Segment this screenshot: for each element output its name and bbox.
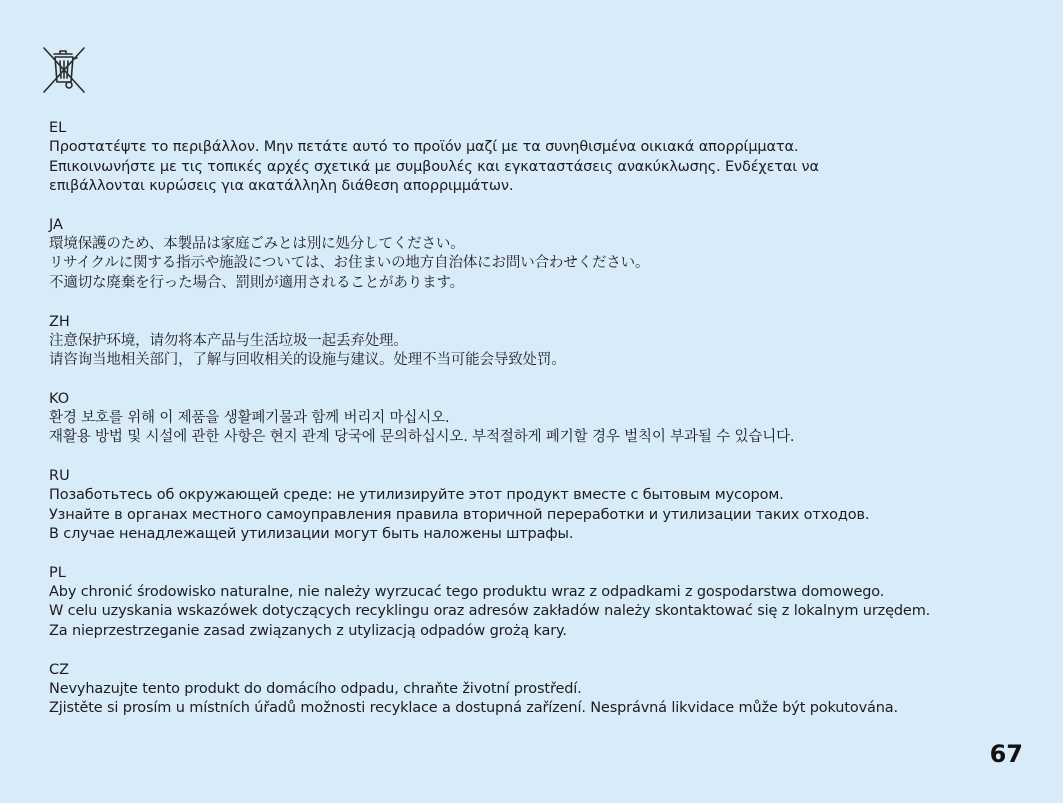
instruction-line: Aby chronić środowisko naturalne, nie należy wyrzucać tego produktu wraz z odpadkami z gospodarstwa domowego. (49, 583, 885, 600)
language-section-ko (49, 389, 1039, 448)
language-code: KO (49, 390, 70, 407)
instruction-line: Προστατέψτε το περιβάλλον. Μην πετάτε αυτό το προϊόν μαζί με τα συνηθισμένα οικιακά απορρίμματα. (49, 139, 799, 155)
language-section-ru (49, 466, 1039, 545)
language-code: CZ (49, 661, 70, 678)
instruction-line: 재활용 방법 및 시설에 관한 사항은 현지 관계 당국에 문의하십시오. 부적절하게 폐기할 경우 벌칙이 부과될 수 있습니다. (49, 429, 795, 446)
instruction-line: W celu uzyskania wskazówek dotyczących recyklingu oraz adresów zakładów należy skontaktować się z lokalnym urzędem. (49, 603, 931, 620)
instruction-line: Nevyhazujte tento produkt do domácího odpadu, chraňte životní prostředí. (49, 680, 582, 697)
instruction-line: В случае ненадлежащей утилизации могут быть наложены штрафы. (49, 526, 574, 543)
language-code: JA (49, 216, 63, 233)
language-section-ja (49, 215, 1039, 294)
language-section-zh (49, 312, 1039, 371)
language-section-cz (49, 660, 1039, 719)
instruction-line: Επικοινωνήστε με τις τοπικές αρχές σχετικά με συμβουλές και εγκαταστάσεις ανακύκλωσης. Ενδέχεται να (49, 158, 819, 175)
instruction-line: 注意保护环境，请勿将本产品与生活垃圾一起丢弃处理。 (49, 332, 408, 349)
language-code: PL (49, 564, 66, 581)
disposal-instructions (49, 118, 1039, 719)
language-section-el (49, 118, 1039, 197)
crossed-out-wheelie-bin-icon (40, 44, 88, 96)
instruction-line: Узнайте в органах местного самоуправления правила вторичной переработки и утилизации таких отходов. (49, 506, 870, 523)
language-code: EL (49, 120, 67, 136)
instruction-line: リサイクルに関する指示や施設については、お住まいの地方自治体にお問い合わせください。 (49, 255, 650, 272)
instruction-line: 请咨询当地相关部门，了解与回收相关的设施与建议。处理不当可能会导致处罚。 (49, 352, 566, 369)
instruction-line: 環境保護のため、本製品は家庭ごみとは別に処分してください。 (49, 235, 465, 252)
language-code: ZH (49, 313, 70, 330)
instruction-line: Позаботьтесь об окружающей среде: не утилизируйте этот продукт вместе с бытовым мусором. (49, 486, 784, 503)
instruction-line: Zjistěte si prosím u místních úřadů možnosti recyklace a dostupná zařízení. Nesprávná likvidace může být pokutována. (49, 700, 898, 717)
instruction-line: 不適切な廃棄を行った場合、罰則が適用されることがあります。 (49, 274, 464, 291)
instruction-line: 환경 보호를 위해 이 제품을 생활폐기물과 함께 버리지 마십시오. (49, 409, 450, 426)
page-number: 67 (989, 740, 1023, 768)
language-code: RU (49, 467, 70, 484)
language-section-pl (49, 563, 1039, 642)
instruction-line: επιβάλλονται κυρώσεις για ακατάλληλη διάθεση απορριμμάτων. (49, 178, 514, 195)
instruction-line: Za nieprzestrzeganie zasad związanych z utylizacją odpadów grożą kary. (49, 622, 567, 639)
